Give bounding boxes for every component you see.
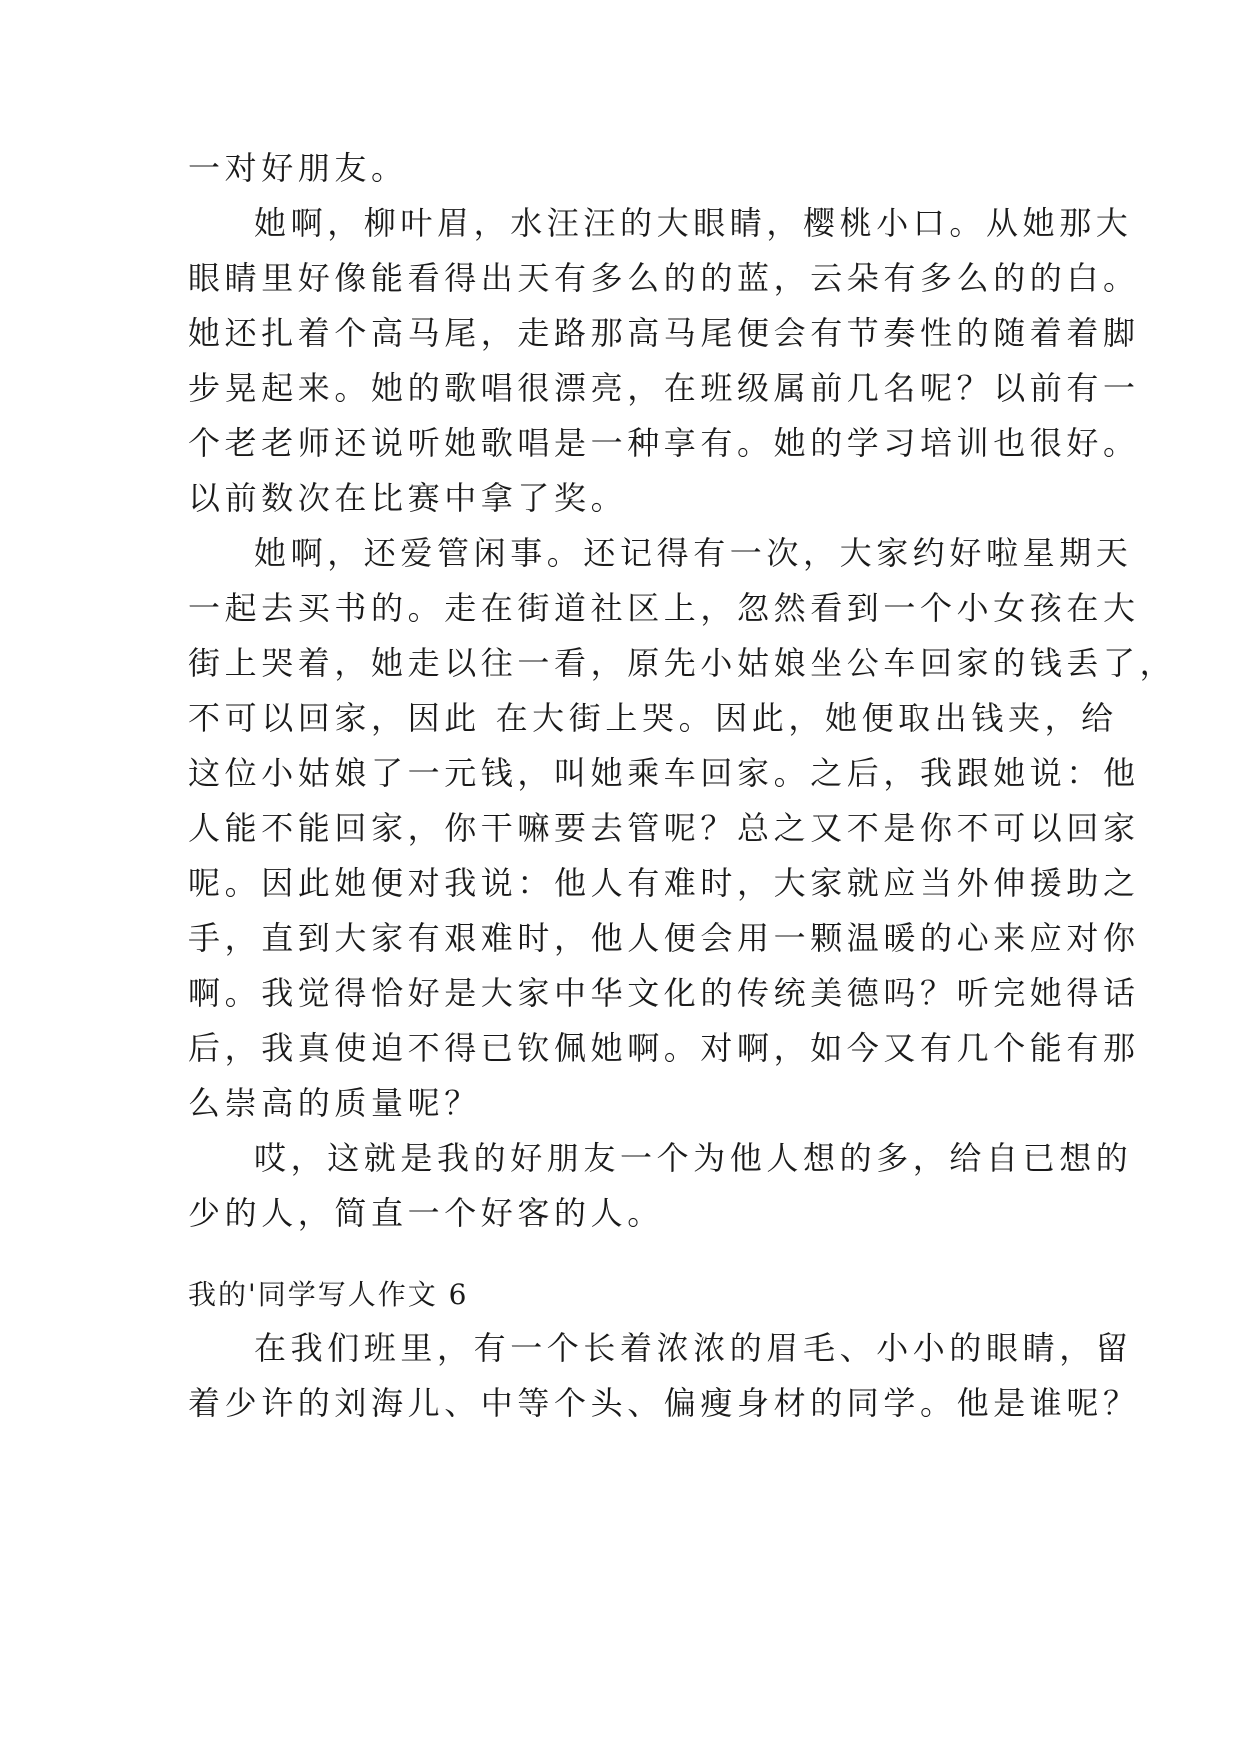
text-line: 街上哭着，她走以往一看，原先小姑娘坐公车回家的钱丢了， bbox=[188, 644, 1177, 682]
text-line: 她还扎着个高马尾，走路那高马尾便会有节奏性的随着着脚 bbox=[188, 314, 1140, 352]
text-line: 眼睛里好像能看得出天有多么的的蓝，云朵有多么的的白。 bbox=[188, 259, 1140, 297]
text-line: 以前数次在比赛中拿了奖。 bbox=[188, 479, 628, 517]
text-line: 在我们班里，有一个长着浓浓的眉毛、小小的眼睛，留 bbox=[254, 1329, 1133, 1367]
section-title: 我的'同学写人作文 6 bbox=[188, 1278, 469, 1311]
text-line: 一对好朋友。 bbox=[188, 149, 408, 187]
text-line: 不可以回家，因此 在大街上哭。因此，她便取出钱夹，给 bbox=[188, 699, 1118, 737]
text-line: 哎，这就是我的好朋友一个为他人想的多，给自已想的 bbox=[254, 1139, 1133, 1177]
text-line: 个老老师还说听她歌唱是一种享有。她的学习培训也很好。 bbox=[188, 424, 1140, 462]
text-line: 一起去买书的。走在街道社区上，忽然看到一个小女孩在大 bbox=[188, 589, 1140, 627]
text-line: 步晃起来。她的歌唱很漂亮，在班级属前几名呢？以前有一 bbox=[188, 369, 1140, 407]
text-line: 么崇高的质量呢？ bbox=[188, 1084, 481, 1122]
text-line: 着少许的刘海儿、中等个头、偏瘦身材的同学。他是谁呢？ bbox=[188, 1384, 1140, 1422]
text-line: 她啊，还爱管闲事。还记得有一次，大家约好啦星期天 bbox=[254, 534, 1133, 572]
text-line: 人能不能回家，你干嘛要去管呢？总之又不是你不可以回家 bbox=[188, 809, 1140, 847]
text-line: 她啊，柳叶眉，水汪汪的大眼睛，樱桃小口。从她那大 bbox=[254, 204, 1133, 242]
text-line: 少的人，简直一个好客的人。 bbox=[188, 1194, 664, 1232]
text-line: 这位小姑娘了一元钱，叫她乘车回家。之后，我跟她说：他 bbox=[188, 754, 1140, 792]
text-line: 啊。我觉得恰好是大家中华文化的传统美德吗？听完她得话 bbox=[188, 974, 1140, 1012]
text-line: 呢。因此她便对我说：他人有难时，大家就应当外伸援助之 bbox=[188, 864, 1140, 902]
text-line: 后，我真使迫不得已钦佩她啊。对啊，如今又有几个能有那 bbox=[188, 1029, 1140, 1067]
text-line: 手，直到大家有艰难时，他人便会用一颗温暖的心来应对你 bbox=[188, 919, 1140, 957]
